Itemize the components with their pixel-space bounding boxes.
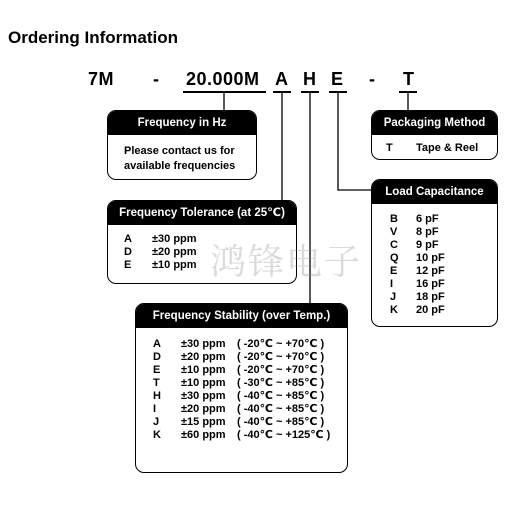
load-code: J <box>390 291 397 303</box>
stability-row <box>153 403 337 416</box>
load-code: Q <box>390 252 399 264</box>
stability-box <box>135 303 348 473</box>
stability-range: ( -20℃ ~ +70℃ ) <box>237 351 325 363</box>
load-code: E <box>390 265 398 277</box>
load-value: 16 pF <box>416 278 445 290</box>
tolerance-code: E <box>124 259 132 271</box>
stability-code: A <box>153 338 161 350</box>
pn-stability-code: H <box>303 69 317 89</box>
load-row <box>390 265 487 278</box>
packaging-value: Tape & Reel <box>416 142 479 154</box>
watermark: 鸿锋电子 <box>210 242 363 283</box>
tolerance-value: ±20 ppm <box>152 246 197 258</box>
packaging-row <box>386 142 487 155</box>
tolerance-code: A <box>124 233 132 245</box>
load-row <box>390 304 487 317</box>
connector-load <box>338 92 372 190</box>
load-value: 6 pF <box>416 213 439 225</box>
pn-packaging-code: T <box>403 69 415 89</box>
load-value: 10 pF <box>416 252 445 264</box>
tolerance-box-title: Frequency Tolerance (at 25℃) <box>108 201 296 225</box>
load-code: I <box>390 278 394 290</box>
stability-range: ( -40℃ ~ +85℃ ) <box>237 390 325 402</box>
stability-row <box>153 338 337 351</box>
stability-box-title: Frequency Stability (over Temp.) <box>136 304 347 328</box>
stability-value: ±30 ppm <box>181 390 226 402</box>
load-value: 8 pF <box>416 226 439 238</box>
stability-value: ±30 ppm <box>181 338 226 350</box>
stability-code: I <box>153 403 157 415</box>
stability-range: ( -40℃ ~ +85℃ ) <box>237 403 325 415</box>
stability-range: ( -30℃ ~ +85℃ ) <box>237 377 325 389</box>
stability-code: H <box>153 390 161 402</box>
packaging-box-title: Packaging Method <box>372 111 497 135</box>
stability-code: E <box>153 364 161 376</box>
load-row <box>390 226 487 239</box>
stability-range: ( -40℃ ~ +85℃ ) <box>237 416 325 428</box>
load-code: C <box>390 239 398 251</box>
load-row <box>390 291 487 304</box>
stability-code: T <box>153 377 160 389</box>
load-box-title: Load Capacitance <box>372 180 497 204</box>
stability-range: ( -20℃ ~ +70℃ ) <box>237 364 325 376</box>
load-value: 9 pF <box>416 239 439 251</box>
stability-code: J <box>153 416 160 428</box>
stability-value: ±15 ppm <box>181 416 226 428</box>
pn-dash-1: - <box>153 69 160 89</box>
packaging-box <box>371 110 498 160</box>
stability-row <box>153 364 337 377</box>
frequency-note-line: Please contact us for <box>124 145 235 157</box>
pn-load-code: E <box>331 69 344 89</box>
load-code: B <box>390 213 398 225</box>
load-value: 20 pF <box>416 304 445 316</box>
page-title: Ordering Information <box>8 28 178 47</box>
tolerance-value: ±30 ppm <box>152 233 197 245</box>
load-value: 12 pF <box>416 265 445 277</box>
stability-code: D <box>153 351 161 363</box>
pn-dash-2: - <box>369 69 376 89</box>
load-value: 18 pF <box>416 291 445 303</box>
stability-range: ( -40℃ ~ +125℃ ) <box>237 429 331 441</box>
load-row <box>390 252 487 265</box>
stability-row <box>153 390 337 403</box>
load-code: K <box>390 304 398 316</box>
frequency-box-title: Frequency in Hz <box>108 111 256 135</box>
stability-row <box>153 377 337 390</box>
stability-row <box>153 416 337 429</box>
tolerance-code: D <box>124 246 132 258</box>
stability-code: K <box>153 429 161 441</box>
load-row <box>390 239 487 252</box>
load-box <box>371 179 498 327</box>
stability-row <box>153 429 337 442</box>
stability-value: ±20 ppm <box>181 351 226 363</box>
stability-value: ±60 ppm <box>181 429 226 441</box>
load-row <box>390 278 487 291</box>
stability-value: ±10 ppm <box>181 364 226 376</box>
load-code: V <box>390 226 398 238</box>
frequency-box <box>107 110 257 180</box>
packaging-code: T <box>386 142 393 154</box>
stability-row <box>153 351 337 364</box>
pn-series: 7M <box>88 69 115 89</box>
tolerance-value: ±10 ppm <box>152 259 197 271</box>
load-row <box>390 213 487 226</box>
stability-range: ( -20℃ ~ +70℃ ) <box>237 338 325 350</box>
stability-value: ±10 ppm <box>181 377 226 389</box>
pn-tolerance-code: A <box>275 69 289 89</box>
stability-value: ±20 ppm <box>181 403 226 415</box>
frequency-note-line: available frequencies <box>124 160 236 172</box>
pn-frequency: 20.000M <box>186 69 260 89</box>
